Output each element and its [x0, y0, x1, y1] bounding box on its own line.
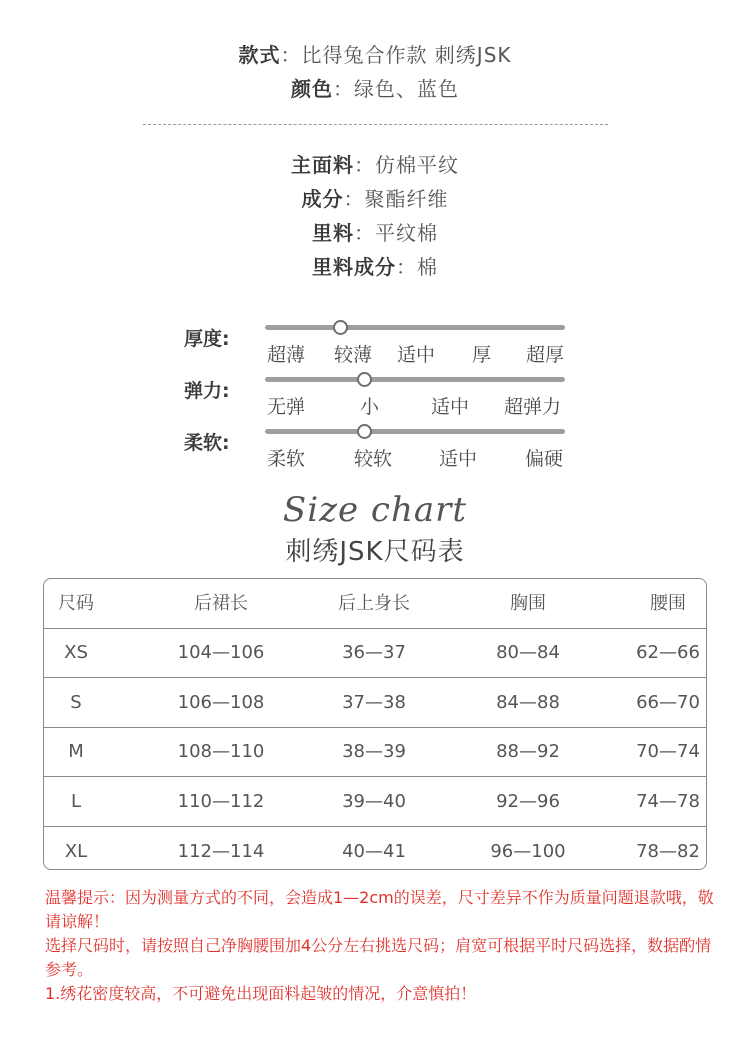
softness-option: 偏硬	[525, 448, 564, 470]
thickness-option: 较薄	[334, 344, 373, 366]
header-waist: 腰围	[650, 593, 686, 614]
softness-option: 柔软	[267, 448, 306, 470]
elasticity-option: 适中	[431, 396, 470, 418]
table-row	[44, 727, 707, 777]
thickness-option: 厚	[472, 344, 492, 366]
style-line	[0, 42, 750, 68]
cell-size: XS	[64, 642, 88, 663]
material-line	[0, 152, 750, 178]
cell-back-skirt-length: 112—114	[177, 841, 265, 862]
size-chart-script-title: Size chart	[282, 490, 468, 530]
elasticity-option: 超弹力	[504, 396, 562, 418]
elasticity-label: 弹力:	[184, 380, 230, 402]
cell-bust: 92—96	[496, 791, 560, 812]
cell-back-bodice-length: 39—40	[342, 791, 406, 812]
color-line	[0, 76, 750, 102]
composition-sep: ：	[343, 187, 365, 211]
softness-bar	[265, 429, 565, 434]
thickness-indicator	[333, 320, 348, 335]
dashed-divider	[143, 124, 608, 125]
softness-option: 较软	[354, 448, 393, 470]
notes	[45, 886, 725, 1006]
composition-value: 聚酯纤维	[364, 187, 449, 211]
table-header-row	[44, 579, 707, 629]
thickness-bar	[265, 325, 565, 330]
softness-scale	[0, 424, 750, 474]
lining-value: 平纹棉	[375, 221, 438, 245]
thickness-scale	[0, 320, 750, 370]
header-bust: 胸围	[510, 593, 546, 614]
elasticity-scale	[0, 372, 750, 422]
note-size-selection: 选择尺码时，请按照自己净胸腰围加4公分左右挑选尺码；肩宽可根据平时尺码选择，数据酌情参考。	[45, 936, 712, 979]
color-value: 绿色、蓝色	[354, 77, 459, 101]
thickness-option: 超薄	[267, 344, 306, 366]
cell-bust: 84—88	[496, 692, 560, 713]
softness-label: 柔软:	[184, 432, 230, 454]
lining-composition-value: 棉	[417, 255, 438, 279]
cell-back-bodice-length: 37—38	[342, 692, 406, 713]
lining-key: 里料	[312, 221, 354, 245]
note-embroidery: 1.绣花密度较高，不可避免出现面料起皱的情况，介意慎拍！	[45, 984, 477, 1003]
table-row	[44, 777, 707, 827]
cell-waist: 66—70	[636, 692, 700, 713]
cell-bust: 88—92	[496, 741, 560, 762]
composition-key: 成分	[301, 187, 344, 211]
cell-waist: 74—78	[636, 791, 700, 812]
elasticity-option: 小	[360, 396, 380, 418]
cell-waist: 70—74	[636, 741, 700, 762]
cell-size: XL	[64, 841, 88, 862]
lining-line	[0, 220, 750, 246]
size-table	[43, 578, 707, 870]
table-row	[44, 827, 707, 870]
cell-back-skirt-length: 104—106	[177, 642, 265, 663]
style-value: 比得兔合作款 刺绣JSK	[301, 43, 512, 67]
cell-back-skirt-length: 110—112	[177, 791, 265, 812]
size-chart-title: 刺绣JSK尺码表	[285, 537, 465, 567]
cell-back-skirt-length: 106—108	[177, 692, 265, 713]
table-row	[44, 628, 707, 678]
style-key: 款式	[238, 43, 281, 67]
softness-option: 适中	[439, 448, 478, 470]
table-row	[44, 678, 707, 728]
material-sep: ：	[354, 153, 375, 177]
elasticity-bar	[265, 377, 565, 382]
color-key: 颜色	[291, 77, 333, 101]
lining-composition-line	[0, 254, 750, 280]
header-back-bodice-length: 后上身长	[338, 593, 410, 614]
cell-bust: 80—84	[496, 642, 560, 663]
cell-size: L	[70, 791, 82, 812]
cell-back-bodice-length: 36—37	[342, 642, 406, 663]
material-value: 仿棉平纹	[375, 153, 459, 177]
softness-indicator	[357, 424, 372, 439]
note-measurement-tolerance: 温馨提示：因为测量方式的不同，会造成1—2cm的误差，尺寸差异不作为质量问题退款哦，敬请谅解！	[45, 888, 714, 931]
cell-back-skirt-length: 108—110	[177, 741, 265, 762]
lining-sep: ：	[354, 221, 375, 245]
elasticity-indicator	[357, 372, 372, 387]
thickness-option: 适中	[397, 344, 436, 366]
cell-back-bodice-length: 38—39	[342, 741, 406, 762]
cell-size: M	[68, 741, 84, 762]
header-back-skirt-length: 后裙长	[194, 593, 248, 614]
cell-back-bodice-length: 40—41	[342, 841, 406, 862]
composition-line	[0, 186, 750, 212]
cell-size: S	[70, 692, 82, 713]
material-key: 主面料	[291, 153, 354, 177]
lining-composition-key: 里料成分	[312, 255, 396, 279]
elasticity-option: 无弹	[267, 396, 306, 418]
color-sep: ：	[333, 77, 354, 101]
lining-composition-sep: ：	[396, 255, 417, 279]
style-sep: ：	[280, 43, 302, 67]
cell-waist: 78—82	[636, 841, 700, 862]
cell-waist: 62—66	[636, 642, 700, 663]
thickness-label: 厚度:	[184, 328, 230, 350]
thickness-option: 超厚	[526, 344, 565, 366]
header-size: 尺码	[58, 593, 94, 614]
cell-bust: 96—100	[490, 841, 566, 862]
